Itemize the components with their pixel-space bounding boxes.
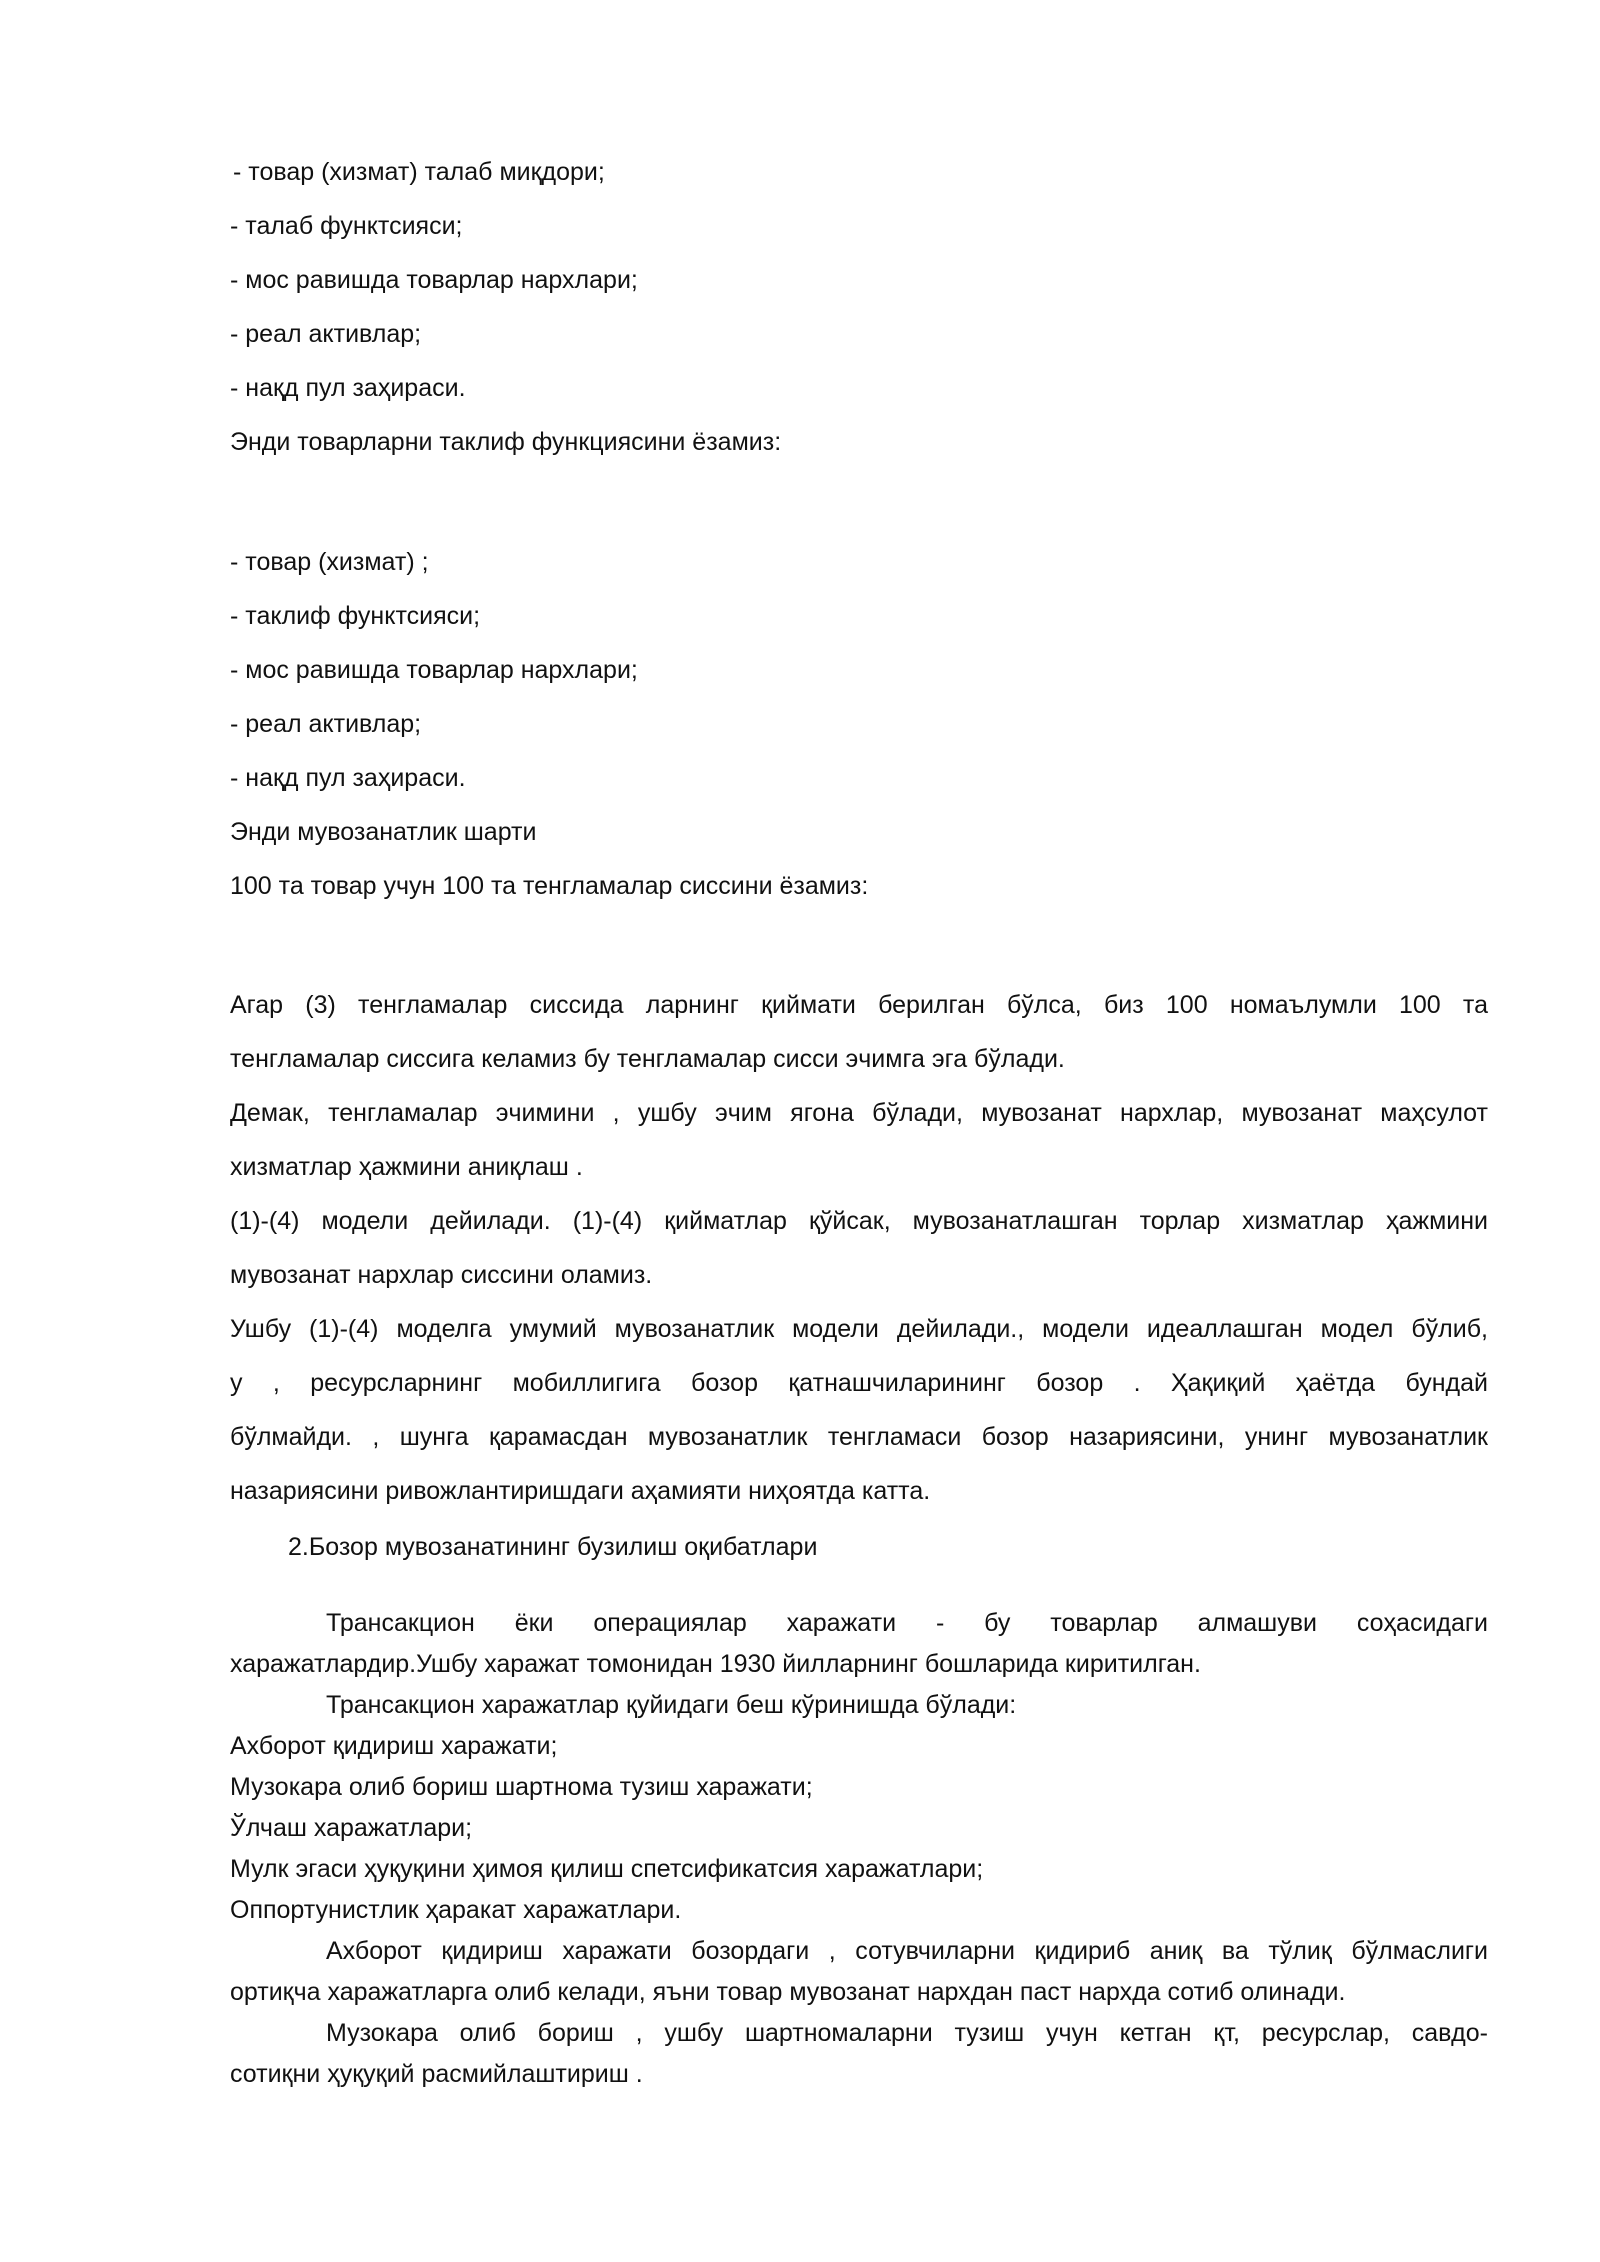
paragraph-line: хизматлар ҳажмини аниқлаш . [230,1153,583,1181]
supply-function-list [230,535,1488,913]
paragraph-line: (1)-(4) модели дейилади. (1)-(4) қийматлар қўйсак, мувозанатлашган торлар хизматлар ҳажмини [230,1207,1488,1235]
model-paragraphs [230,978,1488,1518]
paragraph [230,1194,1488,1302]
section-line: Трансакцион харажатлар қуйидаги беш кўринишда бўлади: [326,1691,1017,1719]
paragraph-line: мувозанат нархлар сиссини оламиз. [230,1261,653,1289]
section-line: Ўлчаш харажатлари; [230,1814,473,1842]
section-line: харажатлардир.Ушбу харажат томонидан 1930 йилларнинг бошларида киритилган. [230,1650,1201,1678]
paragraph [230,1086,1488,1194]
section-line: сотиқни ҳуқуқий расмийлаштириш . [230,2060,643,2088]
equilibrium-condition-text: Энди мувозанатлик шарти [230,818,537,846]
paragraph-line: Агар (3) тенгламалар сиссида ларнинг қиймати берилган бўлса, биз 100 номаълумли 100 та [230,991,1488,1019]
paragraph [230,1302,1488,1518]
supply-intro-text: Энди товарларни таклиф функциясини ёзамиз: [230,428,782,456]
section-heading: 2.Бозор мувозанатининг бузилиш оқибатлари [288,1533,818,1561]
list-item: - реал активлар; [230,320,422,348]
list-item: - товар (хизмат) ; [230,548,429,576]
list-item: - таклиф функтсияси; [230,602,481,630]
section-line: Ахборот қидириш харажати; [230,1732,558,1760]
list-item: - мос равишда товарлар нархлари; [230,656,638,684]
paragraph-line: Демак, тенгламалар эчимини , ушбу эчим ягона бўлади, мувозанат нархлар, мувозанат маҳсулот [230,1099,1488,1127]
section-line: Мулк эгаси ҳуқуқини ҳимоя қилиш спетсификатсия харажатлари; [230,1855,984,1883]
section-line: ортиқча харажатларга олиб келади, яъни товар мувозанат нархдан паст нархда сотиб олинади. [230,1978,1346,2006]
section-line: Музокара олиб бориш , ушбу шартномаларни тузиш учун кетган қт, ресурслар, савдо- [326,2019,1488,2047]
list-item: - нақд пул заҳираси. [230,764,466,792]
system-intro-text: 100 та товар учун 100 та тенгламалар сиссини ёзамиз: [230,872,869,900]
paragraph-line: назариясини ривожлантиришдаги аҳамияти ниҳоятда катта. [230,1477,931,1505]
section-line: Ахборот қидириш харажати бозордаги , сотувчиларни қидириб аниқ ва тўлиқ бўлмаслиги [326,1937,1488,1965]
section-line: Оппортунистлик ҳаракат харажатлари. [230,1896,682,1924]
demand-function-list [230,145,1488,469]
paragraph-line: бўлмайди. , шунга қарамасдан мувозанатлик тенгламаси бозор назариясини, унинг мувозанатлик [230,1423,1488,1451]
list-item: - талаб функтсияси; [230,212,463,240]
section-body [230,1603,1488,2095]
list-item: - нақд пул заҳираси. [230,374,466,402]
list-item: - товар (хизмат) талаб миқдори; [233,158,605,186]
paragraph-line: Ушбу (1)-(4) моделга умумий мувозанатлик модели дейилади., модели идеаллашган модел бўлиб, [230,1315,1488,1343]
paragraph-line: тенгламалар сиссига келамиз бу тенгламалар сисси эчимга эга бўлади. [230,1045,1065,1073]
section-line: Музокара олиб бориш шартнома тузиш харажати; [230,1773,813,1801]
list-item: - реал активлар; [230,710,422,738]
paragraph-line: у , ресурсларнинг мобиллигига бозор қатнашчиларининг бозор . Ҳақиқий ҳаётда бундай [230,1369,1488,1397]
list-item: - мос равишда товарлар нархлари; [230,266,638,294]
paragraph [230,978,1488,1086]
section-line: Трансакцион ёки операциялар харажати - бу товарлар алмашуви соҳасидаги [326,1609,1488,1637]
